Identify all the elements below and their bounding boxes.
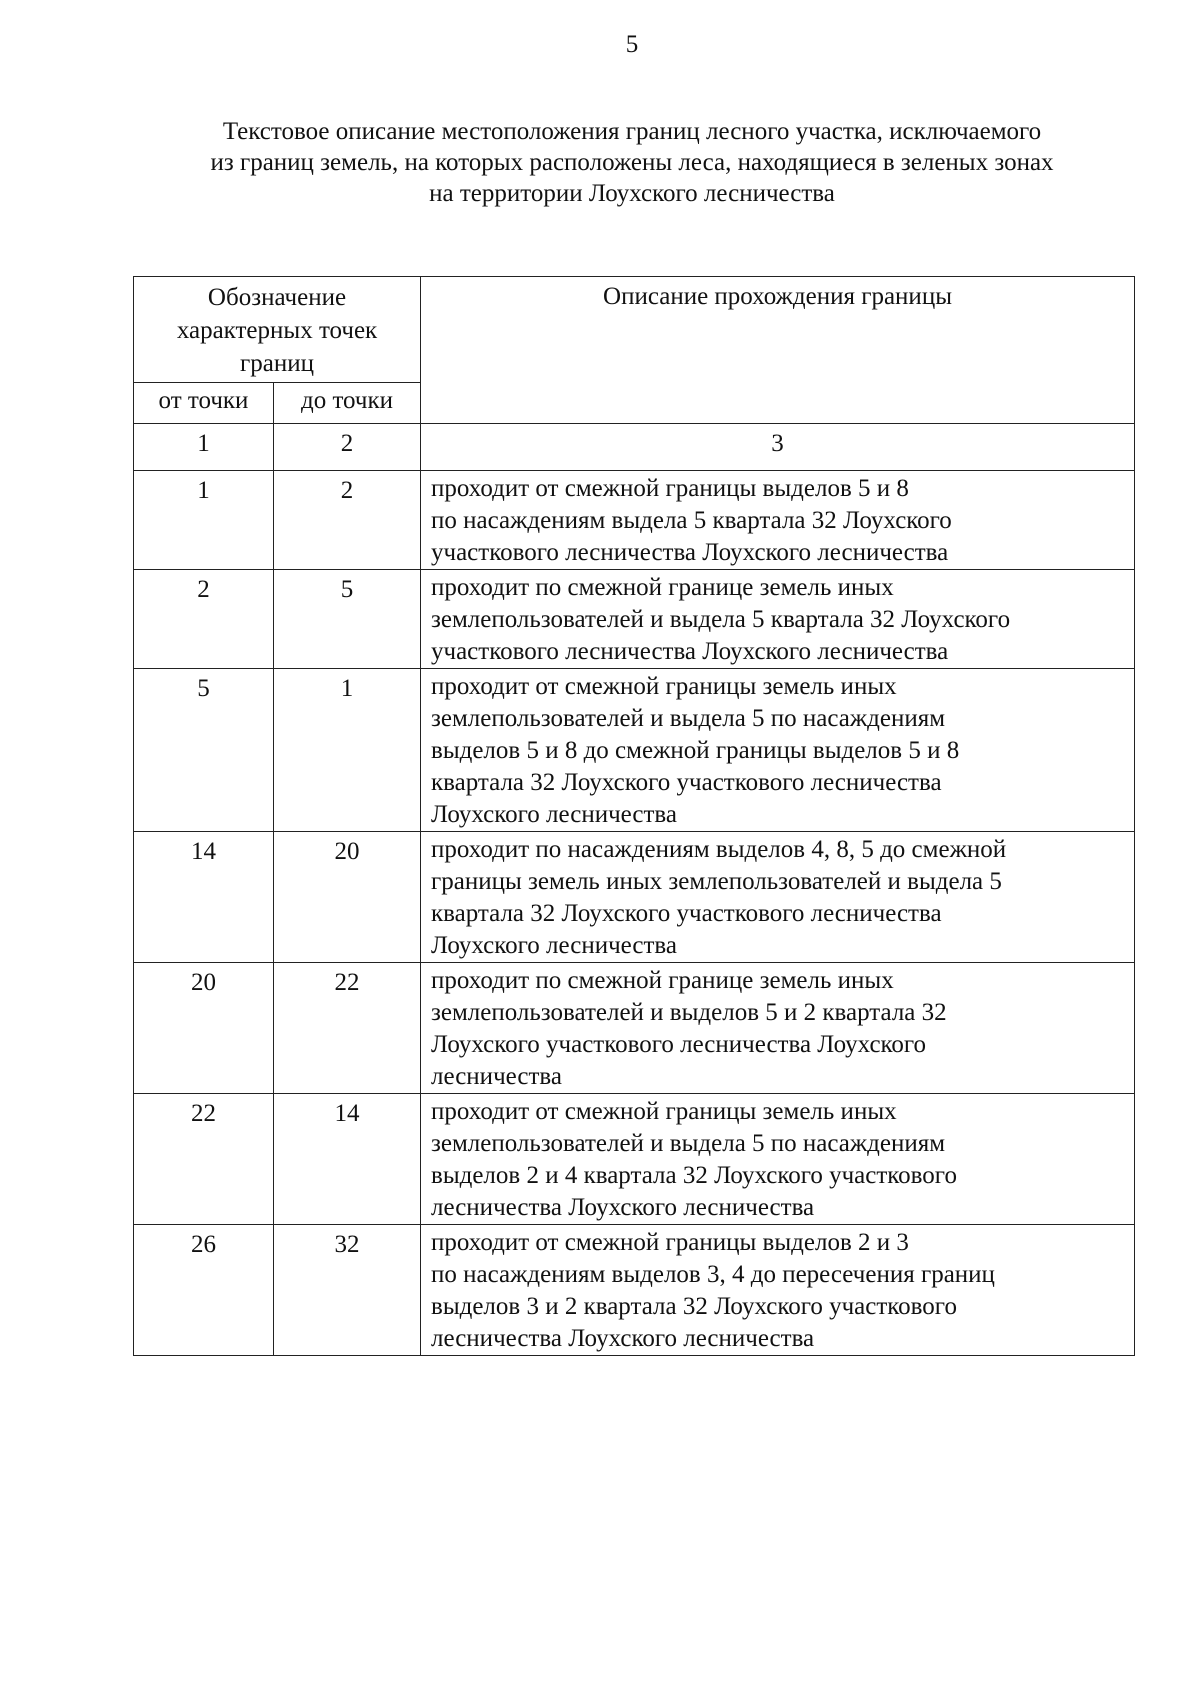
- description-line: выделов 5 и 8 до смежной границы выделов 5 и 8: [431, 737, 960, 764]
- description-line: Лоухского лесничества: [431, 932, 677, 959]
- description-line: проходит по смежной границе земель иных: [431, 967, 894, 994]
- header-to-point: до точки: [274, 383, 421, 424]
- description-line: лесничества: [431, 1063, 562, 1090]
- description-line: Лоухского участкового лесничества Лоухского: [431, 1031, 927, 1058]
- description-line: выделов 2 и 4 квартала 32 Лоухского участкового: [431, 1162, 957, 1189]
- description-line: квартала 32 Лоухского участкового лесничества: [431, 769, 942, 796]
- table-row: [134, 1094, 1135, 1225]
- title-line: на территории Лоухского лесничества: [429, 180, 835, 207]
- column-number: 3: [421, 424, 1135, 471]
- header-group-line: характерных точек: [176, 317, 378, 344]
- description-line: выделов 3 и 2 квартала 32 Лоухского участкового: [431, 1293, 957, 1320]
- description-line: проходит от смежной границы выделов 2 и 3: [431, 1229, 909, 1256]
- description-line: лесничества Лоухского лесничества: [431, 1194, 815, 1221]
- table-row: [134, 832, 1135, 963]
- header-from-point: от точки: [134, 383, 274, 424]
- boundary-table: [133, 276, 1135, 1356]
- description-line: проходит по насаждениям выделов 4, 8, 5 до смежной: [431, 836, 1007, 863]
- description-line: землепользователей и выдела 5 по насаждениям: [431, 1130, 946, 1157]
- table-row: [134, 570, 1135, 669]
- description-line: проходит от смежной границы земель иных: [431, 1098, 897, 1125]
- from-point-cell: 2: [134, 570, 274, 669]
- to-point-cell: 5: [274, 570, 421, 669]
- table-row: [134, 1225, 1135, 1356]
- description-line: участкового лесничества Лоухского лесничества: [431, 539, 949, 566]
- description-line: Лоухского лесничества: [431, 801, 677, 828]
- header-points-group: [134, 277, 421, 383]
- description-line: границы земель иных землепользователей и выдела 5: [431, 868, 1002, 895]
- column-number: 2: [274, 424, 421, 471]
- to-point-cell: 14: [274, 1094, 421, 1225]
- description-cell: [421, 832, 1135, 963]
- from-point-cell: 26: [134, 1225, 274, 1356]
- description-line: проходит по смежной границе земель иных: [431, 574, 894, 601]
- column-number: 1: [134, 424, 274, 471]
- page-number: 5: [625, 31, 639, 58]
- to-point-cell: 32: [274, 1225, 421, 1356]
- description-cell: [421, 1225, 1135, 1356]
- header-description: Описание прохождения границы: [421, 277, 1135, 424]
- to-point-cell: 20: [274, 832, 421, 963]
- to-point-cell: 22: [274, 963, 421, 1094]
- description-line: землепользователей и выделов 5 и 2 квартала 32: [431, 999, 947, 1026]
- header-group-line: Обозначение: [207, 284, 347, 311]
- column-number-row: [134, 424, 1135, 471]
- header-group-line: границ: [240, 350, 314, 377]
- document-title: [130, 116, 1134, 209]
- description-cell: [421, 471, 1135, 570]
- from-point-cell: 14: [134, 832, 274, 963]
- title-line: из границ земель, на которых расположены леса, находящиеся в зеленых зонах: [210, 149, 1054, 176]
- from-point-cell: 5: [134, 669, 274, 832]
- description-line: землепользователей и выдела 5 по насаждениям: [431, 705, 946, 732]
- to-point-cell: 2: [274, 471, 421, 570]
- description-line: проходит от смежной границы выделов 5 и 8: [431, 475, 909, 502]
- description-cell: [421, 1094, 1135, 1225]
- table-row: [134, 471, 1135, 570]
- to-point-cell: 1: [274, 669, 421, 832]
- description-line: участкового лесничества Лоухского лесничества: [431, 638, 949, 665]
- description-cell: [421, 669, 1135, 832]
- description-line: по насаждениям выделов 3, 4 до пересечения границ: [431, 1261, 995, 1288]
- from-point-cell: 1: [134, 471, 274, 570]
- description-line: проходит от смежной границы земель иных: [431, 673, 897, 700]
- from-point-cell: 22: [134, 1094, 274, 1225]
- description-line: землепользователей и выдела 5 квартала 32 Лоухского: [431, 606, 1011, 633]
- header-row: [134, 277, 1135, 383]
- description-cell: [421, 570, 1135, 669]
- table-row: [134, 669, 1135, 832]
- table-row: [134, 963, 1135, 1094]
- description-line: лесничества Лоухского лесничества: [431, 1325, 815, 1352]
- description-line: по насаждениям выдела 5 квартала 32 Лоухского: [431, 507, 952, 534]
- title-line: Текстовое описание местоположения границ лесного участка, исключаемого: [222, 118, 1042, 145]
- from-point-cell: 20: [134, 963, 274, 1094]
- description-line: квартала 32 Лоухского участкового лесничества: [431, 900, 942, 927]
- description-cell: [421, 963, 1135, 1094]
